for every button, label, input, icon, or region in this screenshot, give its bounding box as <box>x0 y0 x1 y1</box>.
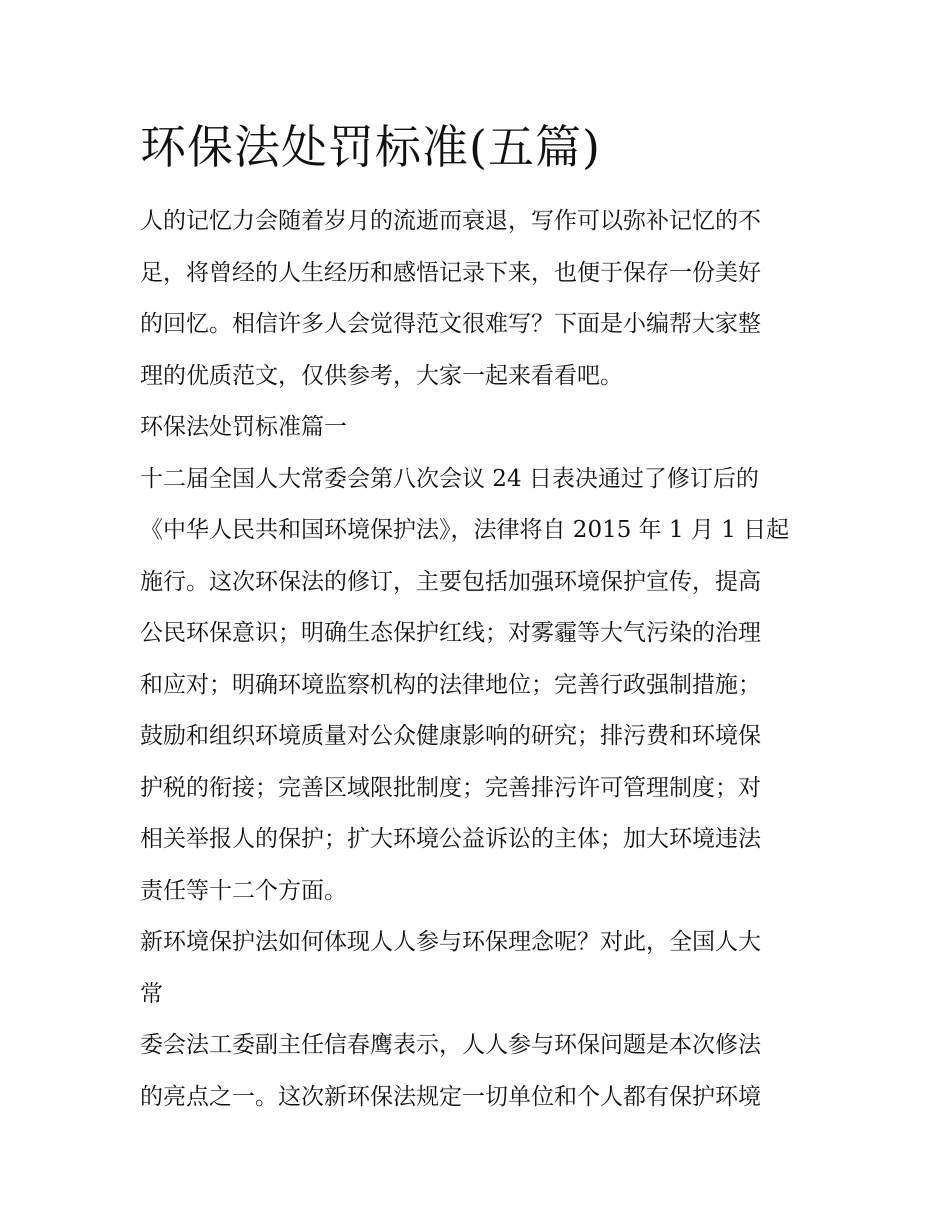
text-line: 责任等十二个方面。 <box>140 877 347 904</box>
text-line: 足，将曾经的人生经历和感悟记录下来，也便于保存一份美好 <box>140 259 761 286</box>
section-heading <box>140 402 820 454</box>
text-line: 施行。这次环保法的修订，主要包括加强环境保护宣传，提高 <box>140 568 761 595</box>
paragraph-3 <box>140 1020 820 1123</box>
text-line: 护税的衔接；完善区域限批制度；完善排污许可管理制度；对 <box>140 774 761 801</box>
text-line: 十二届全国人大常委会第八次会议 24 日表决通过了修订后的 <box>140 465 759 492</box>
text-line: 委会法工委副主任信春鹰表示，人人参与环保问题是本次修法 <box>140 1032 761 1058</box>
intro-paragraph <box>140 196 820 402</box>
text-line: 鼓励和组织环境质量对公众健康影响的研究；排污费和环境保 <box>140 723 761 749</box>
text-line: 人的记忆力会随着岁月的流逝而衰退，写作可以弥补记忆的不 <box>140 208 761 234</box>
text-line: 新环境保护法如何体现人人参与环保理念呢？对此，全国人大 <box>140 929 761 955</box>
text-line: 相关举报人的保护；扩大环境公益诉讼的主体；加大环境违法 <box>140 826 761 852</box>
text-line: 和应对；明确环境监察机构的法律地位；完善行政强制措施； <box>140 671 761 698</box>
text-line: 《中华人民共和国环境保护法》，法律将自 2015 年 1 月 1 日起 <box>140 517 790 543</box>
text-line: 的亮点之一。这次新环保法规定一切单位和个人都有保护环境 <box>140 1083 761 1110</box>
document-body <box>140 196 820 1123</box>
section-heading-text: 环保法处罚标准篇一 <box>140 414 347 440</box>
text-line: 常 <box>140 980 163 1007</box>
paragraph-1 <box>140 454 820 918</box>
document-title: 环保法处罚标准(五篇) <box>140 120 601 174</box>
text-line: 的回忆。相信许多人会觉得范文很难写？下面是小编帮大家整 <box>140 311 761 337</box>
paragraph-2 <box>140 917 820 1020</box>
text-line: 公民环保意识；明确生态保护红线；对雾霾等大气污染的治理 <box>140 620 761 646</box>
text-line: 理的优质范文，仅供参考，大家一起来看看吧。 <box>140 362 623 389</box>
